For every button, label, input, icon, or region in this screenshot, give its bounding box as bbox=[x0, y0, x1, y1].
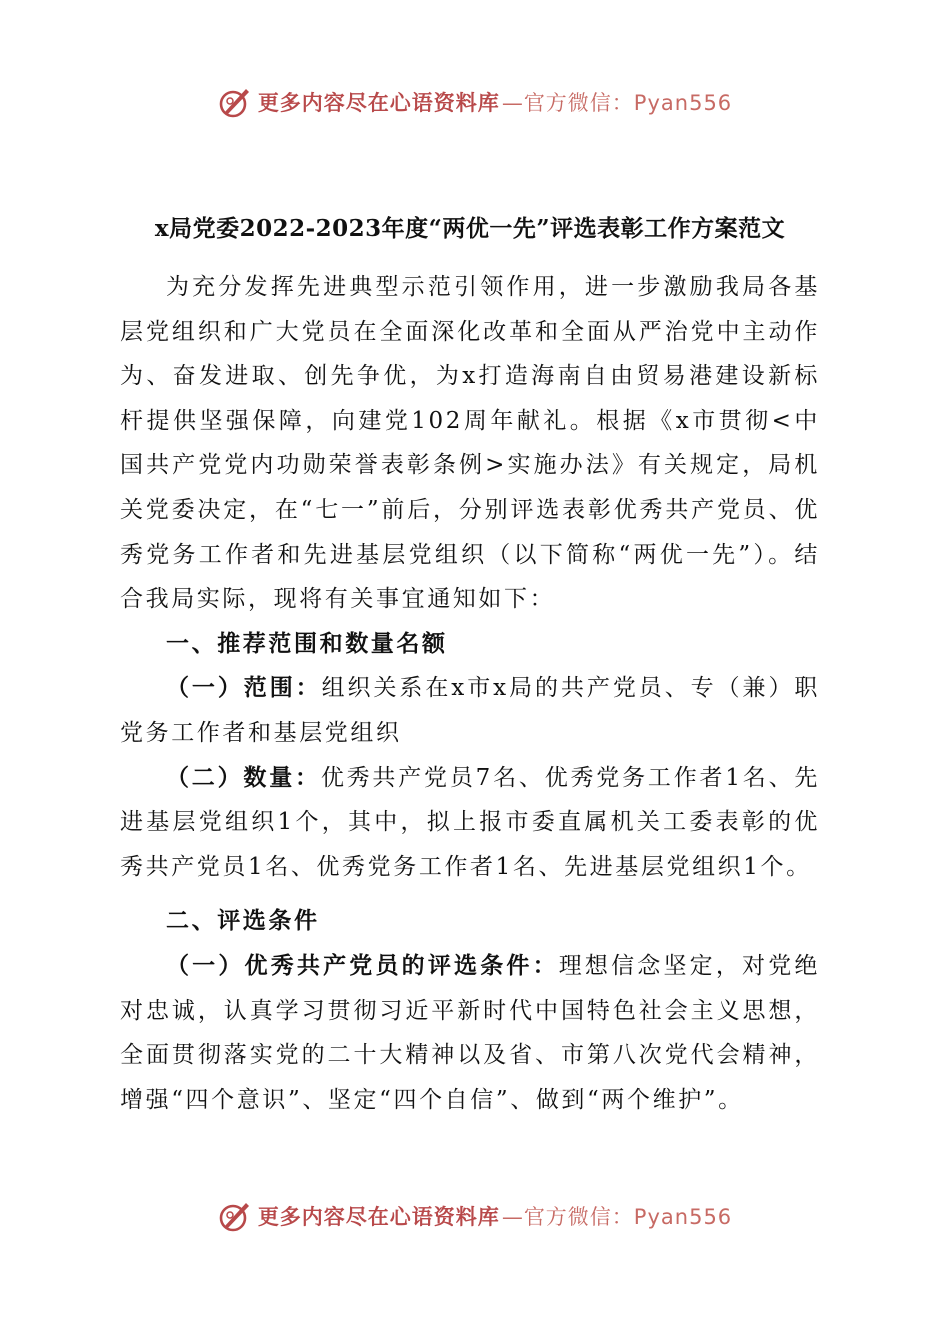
watermark-banner-bottom bbox=[0, 1196, 950, 1236]
item-text: 理想信念坚定，对党绝对忠诚，认真学习贯彻习近平新时代中国特色社会主义思想，全面贯彻落实党的二十大精神以及省、市第八次党代会精神，增强“四个意识”、坚定“四个自信”、做到“两个维护”。 bbox=[120, 952, 820, 1113]
item-text: 优秀共产党员7名、优秀党务工作者1名、先进基层党组织1个，其中，拟上报市委直属机关工委表彰的优秀共产党员1名、优秀党务工作者1名、先进基层党组织1个。 bbox=[120, 764, 820, 880]
section-1-item-2 bbox=[120, 756, 820, 890]
watermark-wechat-text: —官方微信：Pyan556 bbox=[501, 1205, 733, 1229]
section-2-item-1 bbox=[120, 944, 820, 1122]
document-body bbox=[120, 210, 820, 1122]
watermark-brand-text: 更多内容尽在心语资料库 bbox=[257, 1205, 500, 1229]
item-label: （一）优秀共产党员的评选条件： bbox=[166, 951, 559, 979]
quill-logo-icon bbox=[218, 85, 252, 119]
watermark-brand-text: 更多内容尽在心语资料库 bbox=[257, 91, 500, 115]
quill-logo-icon bbox=[218, 1199, 252, 1233]
document-title: x局党委2022-2023年度“两优一先”评选表彰工作方案范文 bbox=[154, 215, 786, 242]
intro-paragraph: 为充分发挥先进典型示范引领作用，进一步激励我局各基层党组织和广大党员在全面深化改革和全面从严治党中主动作为、奋发进取、创先争优，为x打造海南自由贸易港建设新标杆提供坚强保障，向建党102周年献礼。根据《x市贯彻<中国共产党党内功勋荣誉表彰条例>实施办法》有关规定，局机关党委决定，在“七一”前后，分别评选表彰优秀共产党员、优秀党务工作者和先进基层党组织（以下简称“两优一先”）。结合我局实际，现将有关事宜通知如下： bbox=[120, 274, 820, 613]
section-2-heading: 二、评选条件 bbox=[166, 907, 320, 935]
item-label: （一）范围： bbox=[166, 674, 322, 702]
watermark-wechat-text: —官方微信：Pyan556 bbox=[501, 91, 733, 115]
item-text: 组织关系在x市x局的共产党员、专（兼）职党务工作者和基层党组织 bbox=[120, 675, 820, 746]
item-label: （二）数量： bbox=[166, 763, 321, 791]
section-1-heading: 一、推荐范围和数量名额 bbox=[166, 629, 448, 657]
watermark-banner-top bbox=[0, 82, 950, 122]
section-1-item-1 bbox=[120, 666, 820, 755]
